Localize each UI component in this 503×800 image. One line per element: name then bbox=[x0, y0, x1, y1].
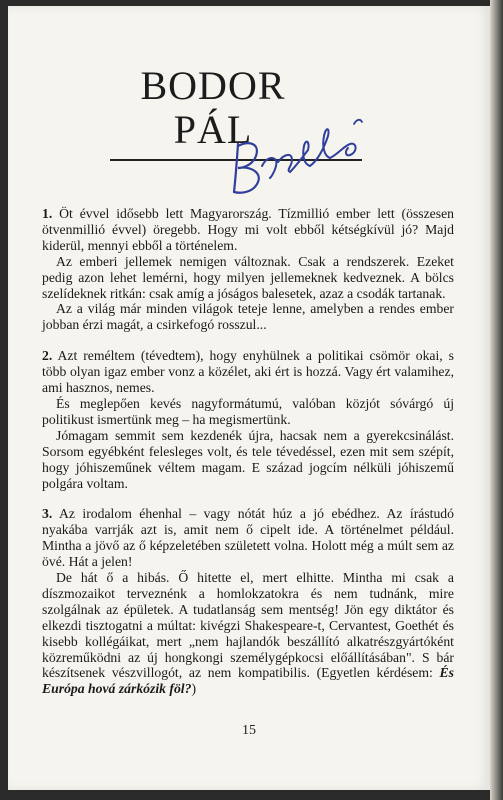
author-name-line2: PÁL bbox=[173, 107, 253, 152]
section-3-paragraph-2: De hát ő a hibás. Ő hitette el, mert elhitte. Mintha mi csak a díszmozaikot terveznénk a homlokzatokra és nem tudnánk, mire szolgálnak az épületek. A tudatlanság sem mentség! Jön egy diktátor és elkezdi tisztogatni a múltat: kivégzi Shakespeare-t, Cervantest, Goethét és kisebb kollégáikat, mert „nem hajlandók beszállító alkatrészgyártóként közreműködni az új hongkongi személygépkocsi előállításában". S bár készítsenek vészvillogót, az nem kompatibilis. (Egyetlen kérdésem: És Európa hová zárkózik föl?) bbox=[42, 570, 454, 697]
section-1-paragraph-3: Az a világ már minden világok teteje lenne, amelyben a rendes ember jobban érzi magát, a csirkefogó rosszul... bbox=[42, 301, 454, 333]
book-page bbox=[8, 6, 490, 790]
section-2-paragraph-1: 2. Azt reméltem (tévedtem), hogy enyhülnek a politikai csömör okai, s több olyan igaz ember vonz a közélet, aki ért is hozzá. Vagy ért valamihez, ami hasznos, nemes. bbox=[42, 348, 455, 396]
section-1-number: 1. bbox=[42, 206, 53, 221]
page-number: 15 bbox=[242, 723, 256, 738]
closing-question: És Európa hová zárkózik föl? bbox=[42, 665, 454, 697]
section-3-number: 3. bbox=[42, 506, 53, 522]
section-1-paragraph-2: Az emberi jellemek nemigen változnak. Csak a rendszerek. Ezeket pedig azon lehet lemérni, hogy milyen jellemeknek kedveznek. A bölcs szelídeknek ritkán: csak amíg a jóságos balesetek, azaz a csodák tartanak. bbox=[42, 253, 454, 301]
author-name-line1: BODOR bbox=[140, 63, 286, 108]
book-spine-edge bbox=[490, 0, 503, 800]
handwritten-signature bbox=[220, 106, 380, 206]
section-2-paragraph-3: Jómagam semmit sem kezdenék újra, hacsak nem a gyerekcsinálást. Sorsom egyébként felesleges volt, és tele tévedéssel, ezen mit sem szépít, hogy jóhiszeműnek véltem magam. E század jogcím nélküli jóhiszemű polgára voltam. bbox=[42, 427, 454, 491]
section-2-number: 2. bbox=[42, 348, 53, 364]
section-3-paragraph-1: 3. Az irodalom éhenhal – vagy nótát húz a jó ebédhez. Az írástudó nyakába varrják azt is, amit nem ő cipelt ide. A történelmet például. Mintha a jövő az ő képzeletében született volna. Holott még a múlt sem az övé. Hát a jelen! bbox=[42, 506, 454, 570]
section-1-paragraph-1: 1. Öt évvel idősebb lett Magyarország. Tízmillió ember lett (összesen ötvenmillió évvel) öregebb. Hogy mi volt ebből kétségkívül jó? Majd kiderül, mennyi ebből a történelem. bbox=[42, 206, 454, 253]
body-text bbox=[42, 206, 454, 697]
section-2-paragraph-2: És meglepően kevés nagyformátumú, valóban közjót sóvárgó új politikust ismertünk meg – ha megismertünk. bbox=[42, 395, 454, 427]
